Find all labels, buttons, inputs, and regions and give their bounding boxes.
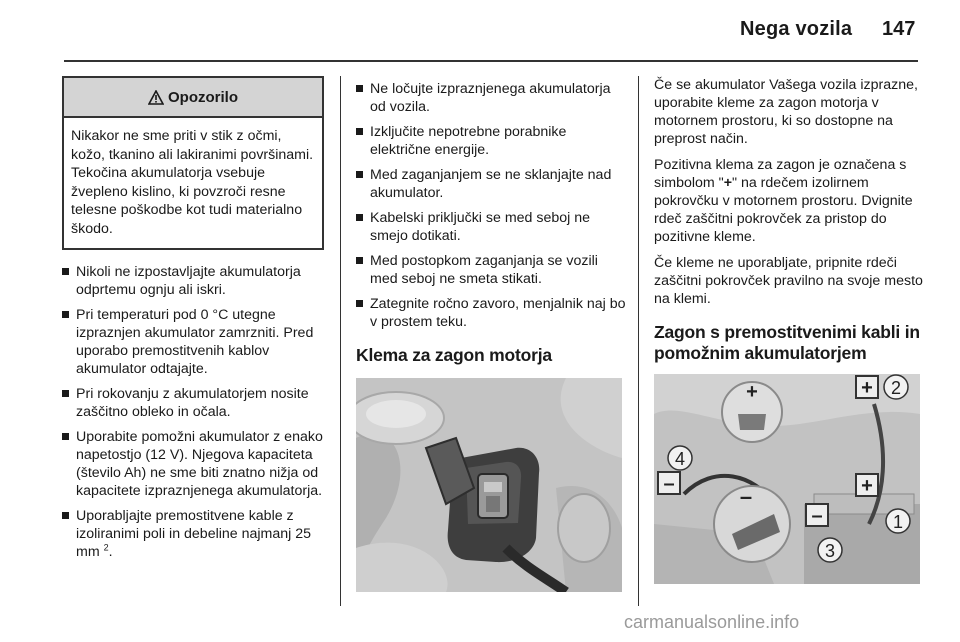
column-3 bbox=[654, 76, 926, 584]
cables-illustration bbox=[654, 374, 920, 584]
warning-triangle-icon bbox=[148, 90, 164, 105]
svg-text:+: + bbox=[746, 381, 758, 403]
svg-text:3: 3 bbox=[824, 541, 836, 561]
bullet-icon bbox=[62, 268, 69, 275]
bullet-icon bbox=[356, 257, 363, 264]
terminal-illustration bbox=[356, 378, 622, 592]
section-heading: Klema za zagon motorja bbox=[356, 345, 552, 365]
list-item: Zategnite ročno zavoro, menjalnik naj bo v prostem teku. bbox=[356, 295, 626, 331]
list-item: Ne ločujte izpraznjenega akumulatorja od vozila. bbox=[356, 80, 626, 116]
list-item: Kabelski priključki se med seboj ne smejo dotikati. bbox=[356, 209, 626, 245]
column-2 bbox=[356, 76, 626, 592]
svg-text:–: – bbox=[739, 484, 753, 509]
bullet-icon bbox=[356, 214, 363, 221]
bullet-icon bbox=[62, 512, 69, 519]
list-item: Pri temperaturi pod 0 °C utegne izpraznjen akumulator zamrzniti. Pred uporabo premostitvenih kablov akumulator odtajajte. bbox=[62, 306, 328, 378]
jump-start-cables-figure bbox=[654, 374, 920, 584]
list-item: Nikoli ne izpostavljajte akumulatorja odprtemu ognju ali iskri. bbox=[62, 263, 328, 299]
section-title: Nega vozila bbox=[740, 18, 853, 40]
column-divider bbox=[340, 76, 341, 606]
list-item: Med postopkom zaganjanja se vozili med seboj ne smeta stikati. bbox=[356, 252, 626, 288]
list-item: Izključite nepotrebne porabnike električne energije. bbox=[356, 123, 626, 159]
plus-symbol-icon: + bbox=[723, 175, 732, 191]
bullet-icon bbox=[62, 433, 69, 440]
bullet-icon bbox=[356, 171, 363, 178]
warning-box bbox=[62, 76, 324, 250]
svg-text:–: – bbox=[811, 505, 823, 527]
column-divider bbox=[638, 76, 639, 606]
list-item: Uporabite pomožni akumulator z enako napetostjo (12 V). Njegova kapaciteta (število Ah) ne sme biti znatno nižja od kapacitete izpraznjenega akumulatorja. bbox=[62, 428, 328, 500]
svg-text:+: + bbox=[861, 377, 873, 399]
list-item: Med zaganjanjem se ne sklanjajte nad akumulator. bbox=[356, 166, 626, 202]
list-item: Pri rokovanju z akumulatorjem nosite zaščitno obleko in očala. bbox=[62, 385, 328, 421]
svg-text:2: 2 bbox=[890, 378, 902, 398]
paragraph: Če se akumulator Vašega vozila izprazne, uporabite kleme za zagon motorja v motornem prostoru, ki so dostopne na preprost način. bbox=[654, 77, 918, 147]
svg-text:4: 4 bbox=[674, 449, 686, 469]
bullet-icon bbox=[356, 300, 363, 307]
bullet-list bbox=[62, 263, 328, 561]
page-number: 147 bbox=[882, 18, 916, 40]
svg-text:1: 1 bbox=[892, 512, 904, 532]
column-1 bbox=[62, 76, 328, 568]
bullet-icon bbox=[62, 390, 69, 397]
svg-text:+: + bbox=[861, 475, 873, 497]
list-item: Uporabljajte premostitvene kable z izoliranimi poli in debeline najmanj 25 mm $^2$. bbox=[62, 507, 328, 561]
warning-header bbox=[64, 78, 322, 118]
paragraph: Pozitivna klema za zagon je označena s simbolom "+" na rdečem izolirnem pokrovčku v motornem prostoru. Dvignite rdeč zaščitni pokrovček za pristop do pozitivne kleme. bbox=[654, 157, 913, 245]
page-header bbox=[0, 0, 960, 60]
bullet-list bbox=[356, 80, 626, 331]
bullet-icon bbox=[62, 311, 69, 318]
superscript: 2 bbox=[103, 542, 109, 553]
section-heading: Zagon s premostitvenimi kabli in pomožnim akumulatorjem bbox=[654, 322, 920, 363]
bullet-icon bbox=[356, 85, 363, 92]
jump-start-terminal-figure bbox=[356, 378, 622, 592]
svg-text:–: – bbox=[663, 473, 675, 495]
header-rule bbox=[64, 60, 918, 62]
warning-title: Opozorilo bbox=[168, 88, 238, 106]
warning-text: Nikakor ne sme priti v stik z očmi, kožo, tkanino ali lakiranimi površinami. Tekočina akumulatorja vsebuje žvepleno kislino, ki povzroči resne telesne poškodbe kot tudi materialno škodo. bbox=[71, 128, 314, 237]
bullet-icon bbox=[356, 128, 363, 135]
paragraph: Če kleme ne uporabljate, pripnite rdeči zaščitni pokrovček pravilno na svoje mesto na klemi. bbox=[654, 255, 923, 307]
watermark: carmanualsonline.info bbox=[624, 612, 800, 632]
